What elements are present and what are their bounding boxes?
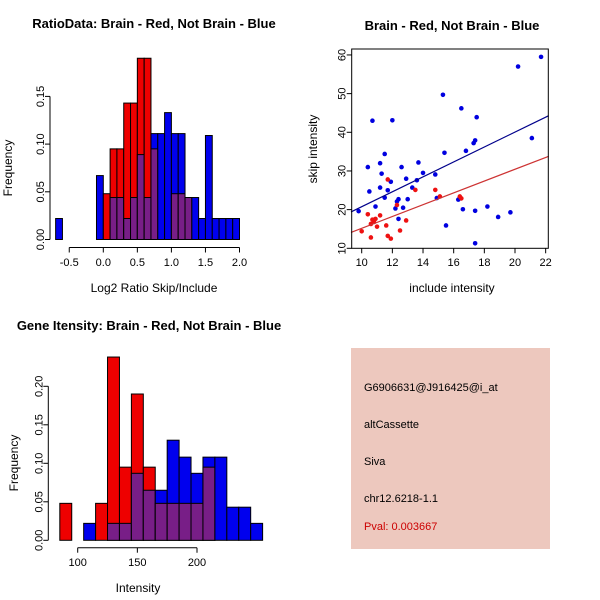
ratio-histogram-title: RatioData: Brain - Red, Not Brain - Blue [32, 16, 276, 31]
data-point [464, 149, 469, 154]
svg-text:10: 10 [355, 257, 368, 269]
svg-text:0.00: 0.00 [33, 529, 46, 552]
svg-text:0.05: 0.05 [35, 181, 47, 203]
svg-text:14: 14 [416, 257, 430, 269]
overlap-bar [119, 523, 131, 540]
data-point [395, 203, 400, 208]
data-point [405, 197, 410, 202]
data-point [396, 217, 401, 222]
locus-text: chr12.6218-1.1 [364, 493, 438, 505]
blue-bar [165, 113, 172, 240]
overlap-bar [155, 503, 167, 540]
svg-text:60: 60 [336, 48, 349, 62]
blue-bar [251, 523, 263, 540]
svg-text:22: 22 [539, 257, 552, 269]
y-axis [35, 86, 50, 251]
data-point [404, 176, 409, 181]
svg-text:1.0: 1.0 [163, 257, 180, 269]
data-point [444, 223, 449, 228]
data-point [390, 118, 395, 123]
data-point [516, 64, 521, 69]
data-point [416, 160, 421, 165]
gene-name-text: Siva [364, 456, 386, 468]
svg-text:0.10: 0.10 [33, 452, 46, 475]
blue-bar [219, 219, 226, 240]
data-point [442, 150, 447, 155]
data-point [366, 212, 371, 217]
pvalue-text: Pval: 0.003667 [364, 521, 438, 533]
y-axis [337, 49, 352, 255]
blue-bar [192, 198, 199, 240]
svg-text:0.00: 0.00 [35, 228, 47, 251]
y-axis [33, 376, 48, 551]
gene-histogram-plot [0, 300, 300, 600]
svg-text:0.05: 0.05 [33, 491, 46, 513]
data-point [382, 152, 387, 157]
data-point [433, 172, 438, 177]
overlap-bar [179, 503, 191, 540]
blue-bar [226, 219, 233, 240]
svg-text:0.10: 0.10 [35, 133, 47, 155]
data-point [385, 188, 390, 193]
svg-text:100: 100 [68, 557, 87, 569]
data-point [441, 92, 446, 97]
annotation-info-box [351, 348, 550, 549]
scatter-title: Brain - Red, Not Brain - Blue [364, 18, 540, 33]
intensity-scatter-plot [300, 0, 600, 300]
overlap-bar [137, 155, 144, 240]
svg-text:12: 12 [386, 257, 399, 269]
svg-text:150: 150 [128, 557, 147, 569]
data-point [375, 224, 380, 229]
data-point [401, 205, 406, 210]
blue-bar [212, 219, 219, 240]
data-point [359, 229, 364, 234]
svg-text:20: 20 [508, 257, 522, 269]
data-point [461, 207, 466, 212]
blue-bar [84, 523, 96, 540]
svg-text:200: 200 [187, 557, 207, 569]
scatter-ylabel: skip intensity [306, 114, 320, 184]
data-point [485, 204, 490, 209]
ratio-histogram-xlabel: Log2 Ratio Skip/Include [90, 281, 218, 295]
data-point [473, 241, 478, 246]
data-point [404, 218, 409, 223]
data-point [473, 138, 478, 143]
overlap-bar [110, 198, 117, 240]
overlap-bar [143, 490, 155, 540]
panel-gene-histogram [0, 300, 300, 600]
probe-id-text: G6906631@J916425@i_at [364, 382, 498, 394]
overlap-bar [203, 467, 215, 540]
svg-text:0.15: 0.15 [33, 414, 46, 436]
data-point [378, 161, 383, 166]
data-point [373, 204, 378, 209]
red-bar [96, 503, 108, 540]
blue-bar [205, 136, 212, 240]
svg-text:40: 40 [336, 126, 349, 139]
data-point [384, 223, 389, 228]
data-point [474, 115, 479, 120]
data-point [421, 171, 426, 176]
data-point [385, 177, 390, 182]
blue-bar [158, 134, 165, 240]
overlap-bar [171, 194, 178, 240]
overlap-bar [185, 198, 192, 240]
overlap-bar [131, 473, 143, 540]
ratio-histogram-ylabel: Frequency [1, 139, 15, 197]
overlap-bar [178, 194, 185, 240]
panel-annotation [300, 300, 600, 600]
svg-text:10: 10 [336, 242, 349, 255]
svg-text:18: 18 [478, 257, 491, 269]
blue-bar [227, 507, 239, 540]
plot-box [352, 49, 549, 248]
data-point [369, 235, 374, 240]
overlap-bar [151, 149, 158, 240]
svg-text:0.20: 0.20 [33, 375, 46, 398]
data-point [370, 118, 375, 123]
panel-intensity-scatter [300, 0, 600, 300]
svg-text:-0.5: -0.5 [59, 257, 79, 269]
svg-text:1.5: 1.5 [197, 257, 214, 269]
data-point [367, 189, 372, 194]
gene-histogram-xlabel: Intensity [115, 581, 161, 595]
data-point [473, 208, 478, 213]
overlap-bar [124, 219, 131, 240]
blue-bar [215, 457, 227, 540]
event-type-text: altCassette [364, 419, 420, 431]
data-point [530, 136, 535, 141]
data-point [389, 236, 394, 241]
data-point [398, 228, 403, 233]
x-axis [69, 548, 207, 569]
overlap-bar [144, 198, 151, 240]
overlap-bar [167, 503, 179, 540]
ratio-histogram-plot [0, 0, 300, 300]
data-point [378, 213, 383, 218]
brain-fit-line [351, 156, 549, 232]
data-point [459, 106, 464, 111]
gene-histogram-ylabel: Frequency [7, 434, 21, 492]
red-bar [60, 503, 72, 540]
red-bar [103, 194, 110, 240]
overlap-bar [117, 198, 124, 240]
data-point [379, 171, 384, 176]
x-axis [356, 248, 552, 269]
data-point [413, 188, 418, 193]
data-point [399, 165, 404, 170]
histogram-bars [60, 357, 263, 540]
svg-text:30: 30 [336, 164, 349, 178]
data-point [459, 196, 464, 201]
panel-ratio-histogram [0, 0, 300, 300]
blue-bar [56, 219, 63, 240]
data-point [396, 197, 401, 202]
data-point [366, 165, 371, 170]
data-point [378, 185, 383, 190]
data-point [373, 217, 378, 222]
points-point_blue [356, 55, 543, 246]
gene-histogram-title: Gene Itensity: Brain - Red, Not Brain - Blue [16, 318, 282, 333]
scatter-xlabel: include intensity [409, 281, 495, 295]
blue-bar [239, 507, 251, 540]
svg-text:50: 50 [336, 87, 349, 100]
data-point [539, 55, 544, 60]
svg-text:16: 16 [447, 257, 460, 269]
svg-text:20: 20 [336, 203, 349, 216]
svg-text:2.0: 2.0 [231, 257, 248, 269]
overlap-bar [108, 523, 120, 540]
data-point [496, 215, 501, 220]
svg-text:0.15: 0.15 [35, 85, 47, 108]
blue-bar [96, 176, 103, 240]
overlap-bar [191, 503, 203, 540]
overlap-bar [131, 198, 138, 240]
svg-text:0.0: 0.0 [95, 257, 111, 269]
data-point [433, 188, 438, 193]
x-axis [60, 248, 247, 270]
blue-bar [233, 219, 240, 240]
blue-bar [199, 219, 206, 240]
red-bar [108, 357, 120, 540]
svg-text:0.5: 0.5 [129, 257, 145, 269]
histogram-bars [56, 58, 240, 239]
data-point [508, 210, 513, 215]
